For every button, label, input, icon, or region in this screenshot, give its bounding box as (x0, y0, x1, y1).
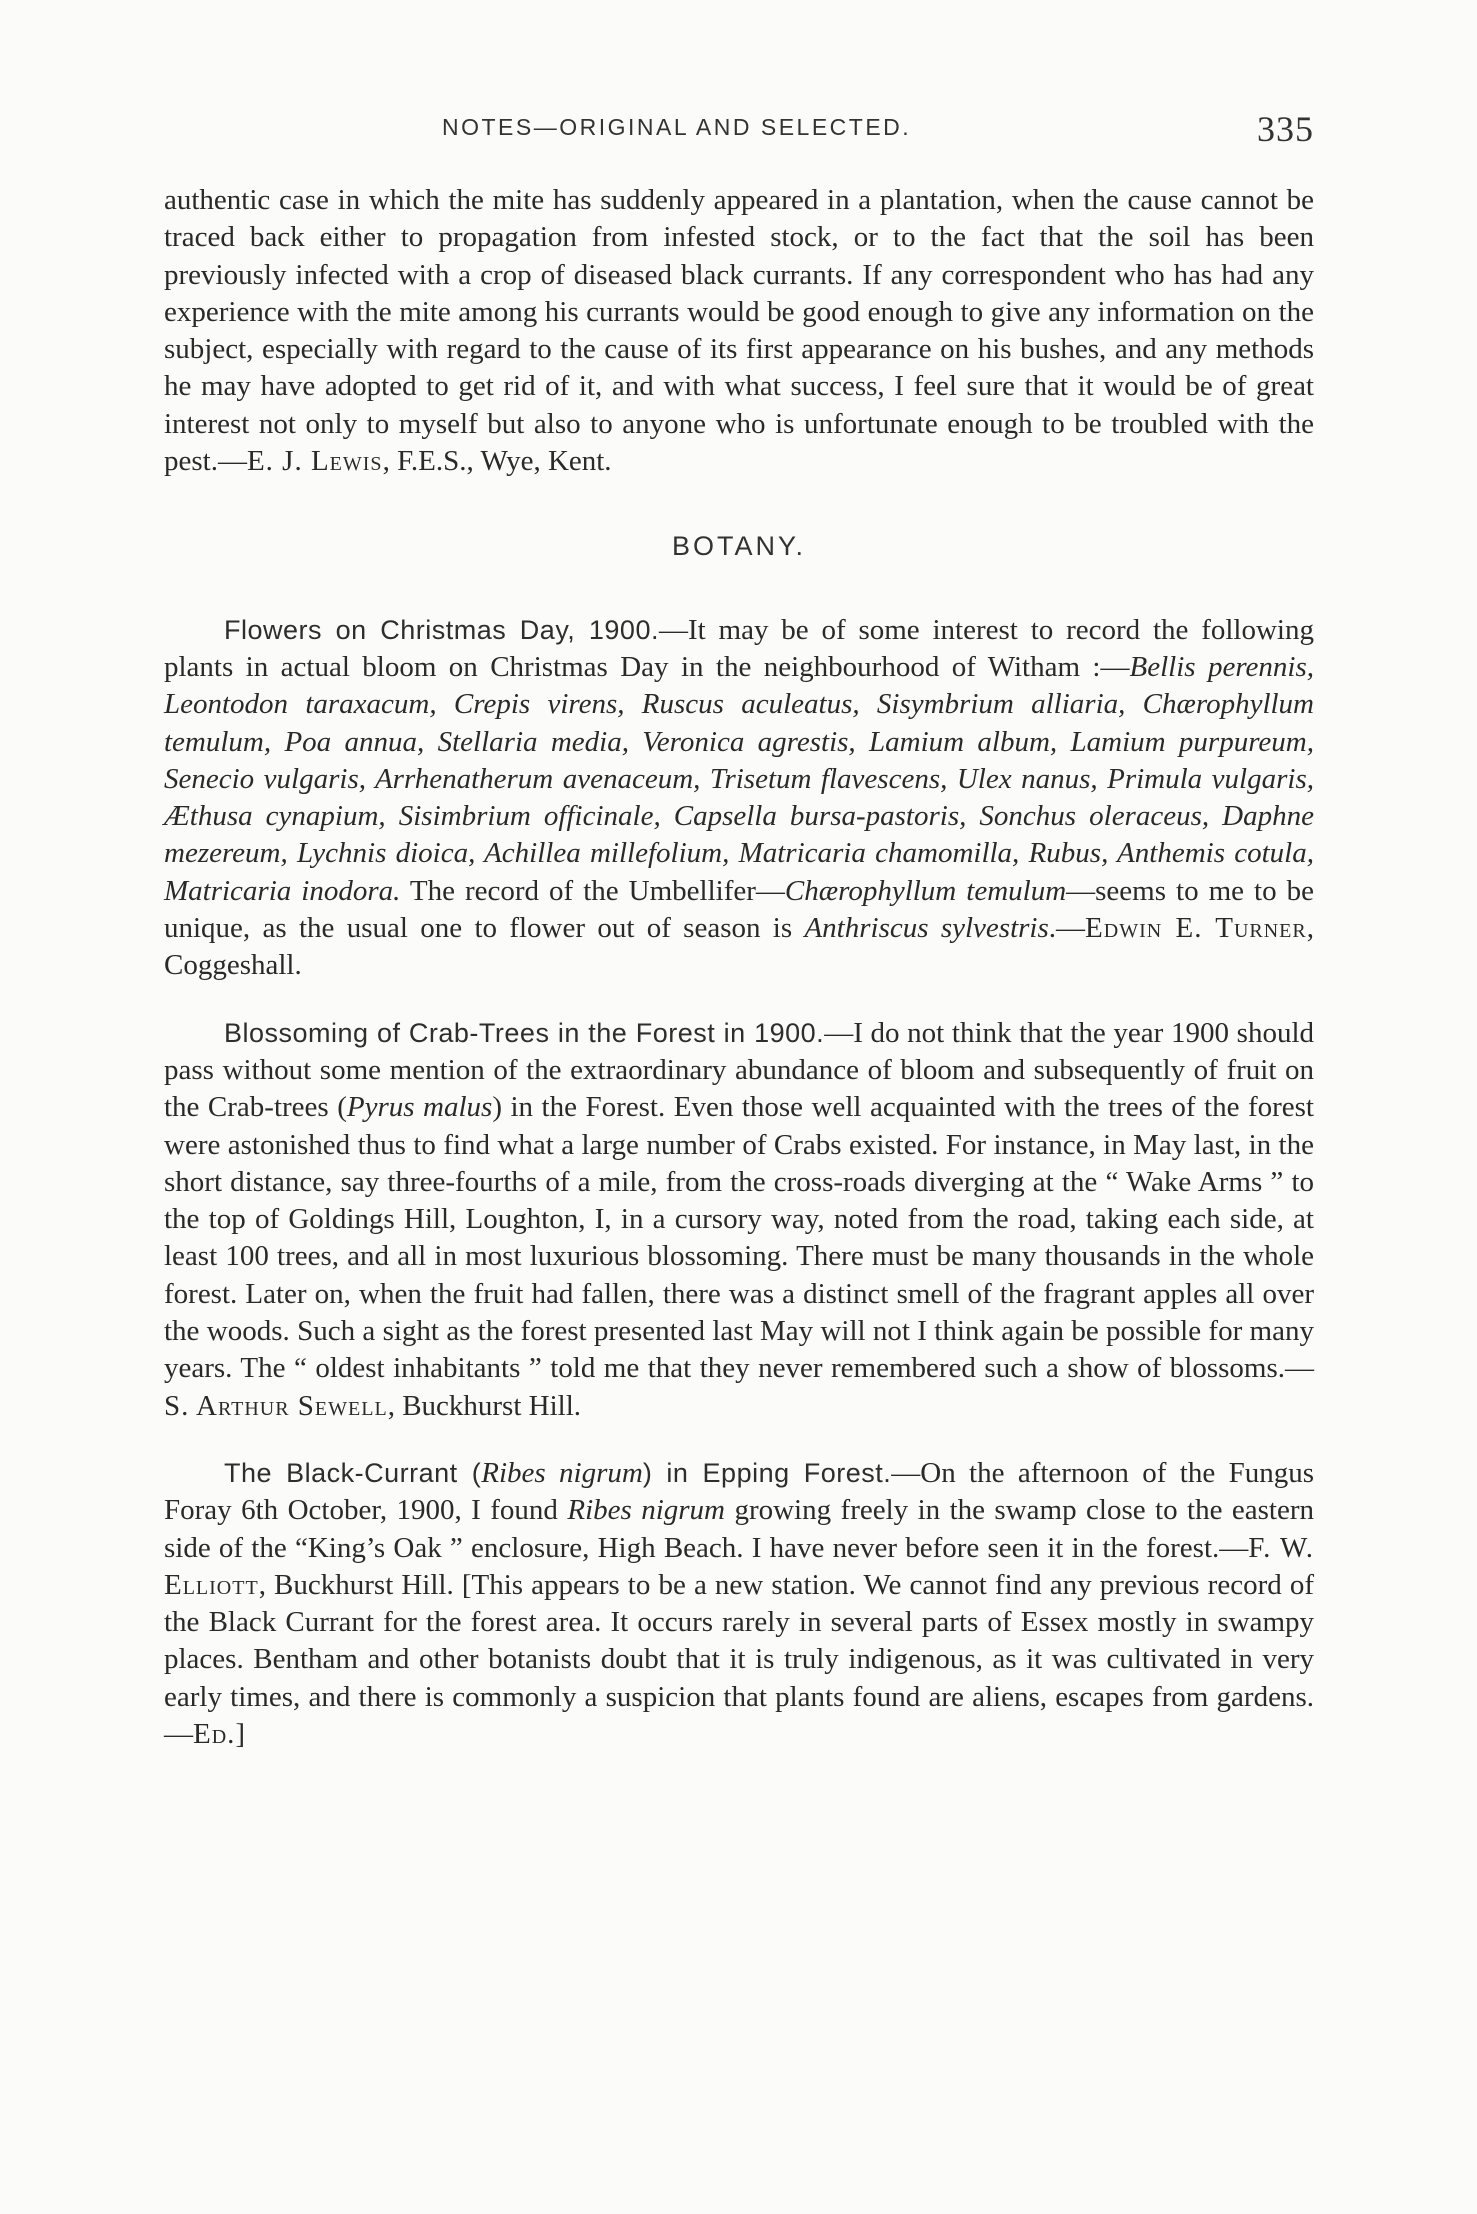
page-body (164, 182, 1314, 1753)
crab-note-title: Blossoming of Crab-Trees in the Forest in 1900. (224, 1017, 825, 1048)
crab-note-text-before: —I do not think that the year 1900 should pass without some mention of the extraordinary abundance of bloom and subsequently of fruit on the Crab-trees ( (164, 1016, 1314, 1124)
flowers-note-author-place: , Coggeshall. (164, 912, 1314, 982)
currant-note-text-after: growing freely in the swamp close to the eastern side of the “King’s Oak ” enclosure, High Beach. I have never before seen it in the forest.— (164, 1494, 1314, 1564)
currant-note-title-species: Ribes nigrum (481, 1456, 643, 1489)
crab-note-author-place: , Buckhurst Hill. (387, 1389, 582, 1422)
running-title: NOTES—ORIGINAL AND SELECTED. (442, 114, 912, 140)
crab-note-author: S. Arthur Sewell (164, 1389, 388, 1422)
crab-note-text-after: ) in the Forest. Even those well acquainted with the trees of the forest were astonished thus to find what a large number of Crabs existed. For instance, in May last, in the short distance, say three-fourths of a mile, from the cross-roads diverging at the “ Wake Arms ” to the top of Goldings Hill, Loughton, I, in a cursory way, noted from the road, taking each side, at least 100 trees, and all in most luxurious blossoming. There must be many thousands in the whole forest. Later on, when the fruit had fallen, there was a distinct smell of the fragrant apples all over the woods. Such a sight as the forest presented last May will not I think again be possible for many years. The “ oldest inhabitants ” told me that they never remembered such a show of blossoms.— (164, 1091, 1314, 1385)
flowers-note-title: Flowers on Christmas Day, 1900. (224, 614, 659, 645)
currant-note-closing: ] (235, 1717, 246, 1750)
mite-note-author: E. J. Lewis (246, 445, 383, 478)
flowers-note-author: Edwin E. Turner (1085, 912, 1307, 945)
flowers-umbellifer-name: Chærophyllum temulum (784, 874, 1067, 907)
mite-note-text: authentic case in which the mite has suddenly appeared in a plantation, when the cause cannot be traced back either to propagation from infested stock, or to the fact that the soil has been previously infected with a crop of diseased black currants. If any correspondent who has had any experience with the mite among his currants would be good enough to give any information on the subject, especially with regard to the cause of its first appearance on his bushes, and any methods he may have adopted to get rid of it, and with what success, I feel sure that it would be of great interest not only to myself but also to anyone who is unfortunate enough to be troubled with the pest.— (164, 184, 1314, 478)
currant-note-author: F. W. Elliott (164, 1531, 1314, 1601)
crab-note-paragraph (164, 1015, 1314, 1425)
flowers-note-paragraph (164, 612, 1314, 985)
flowers-note-middle: The record of the Umbellifer— (400, 874, 785, 907)
crab-note-species: Pyrus malus (346, 1091, 493, 1124)
currant-note-editorial: [This appears to be a new station. We cannot find any previous record of the Black Currant for the forest area. It occurs rarely in several parts of Essex mostly in swampy places. Bentham and other botanists doubt that it is truly indigenous, as it was cultivated in very early times, and there is commonly a suspicion that plants found are aliens, escapes from gardens.— (164, 1568, 1314, 1750)
running-head (164, 108, 1314, 158)
currant-note-paragraph (164, 1455, 1314, 1753)
flowers-usual-species: Anthriscus sylvestris (804, 912, 1049, 945)
flowers-species-list: Bellis perennis, Leontodon taraxacum, Crepis virens, Ruscus aculeatus, Sisymbrium alliaria, Chærophyllum temulum, Poa annua, Stellaria media, Veronica agrestis, Lamium album, Lamium purpureum, Senecio vulgaris, Arrhenatherum avenaceum, Trisetum flavescens, Ulex nanus, Primula vulgaris, Æthusa cynapium, Sisimbrium officinale, Capsella bursa-pastoris, Sonchus oleraceus, Daphne mezereum, Lychnis dioica, Achillea millefolium, Matricaria chamomilla, Rubus, Anthemis cotula, Matricaria inodora. (164, 650, 1314, 907)
flowers-note-continuation: —seems to me to be unique, as the usual one to flower out of season is (164, 874, 1314, 945)
mite-note-author-affiliation: , F.E.S., Wye, Kent. (382, 445, 612, 478)
currant-note-editor: Ed. (193, 1717, 236, 1750)
currant-note-title-after: ) in Epping Forest. (642, 1457, 892, 1488)
currant-note-species: Ribes nigrum (567, 1494, 726, 1527)
flowers-note-dash: .— (1048, 912, 1086, 945)
currant-note-author-place: , Buckhurst Hill. (258, 1568, 454, 1601)
page-number: 335 (1257, 109, 1314, 149)
flowers-note-intro: —It may be of some interest to record the following plants in actual bloom on Christmas Day in the neighbourhood of Witham :— (164, 613, 1314, 683)
currant-note-text-before: —On the afternoon of the Fungus Foray 6th October, 1900, I found (164, 1456, 1314, 1527)
mite-note-paragraph (164, 182, 1314, 480)
currant-note-title-before: The Black-Currant ( (224, 1457, 482, 1488)
section-heading: BOTANY. (671, 531, 807, 562)
